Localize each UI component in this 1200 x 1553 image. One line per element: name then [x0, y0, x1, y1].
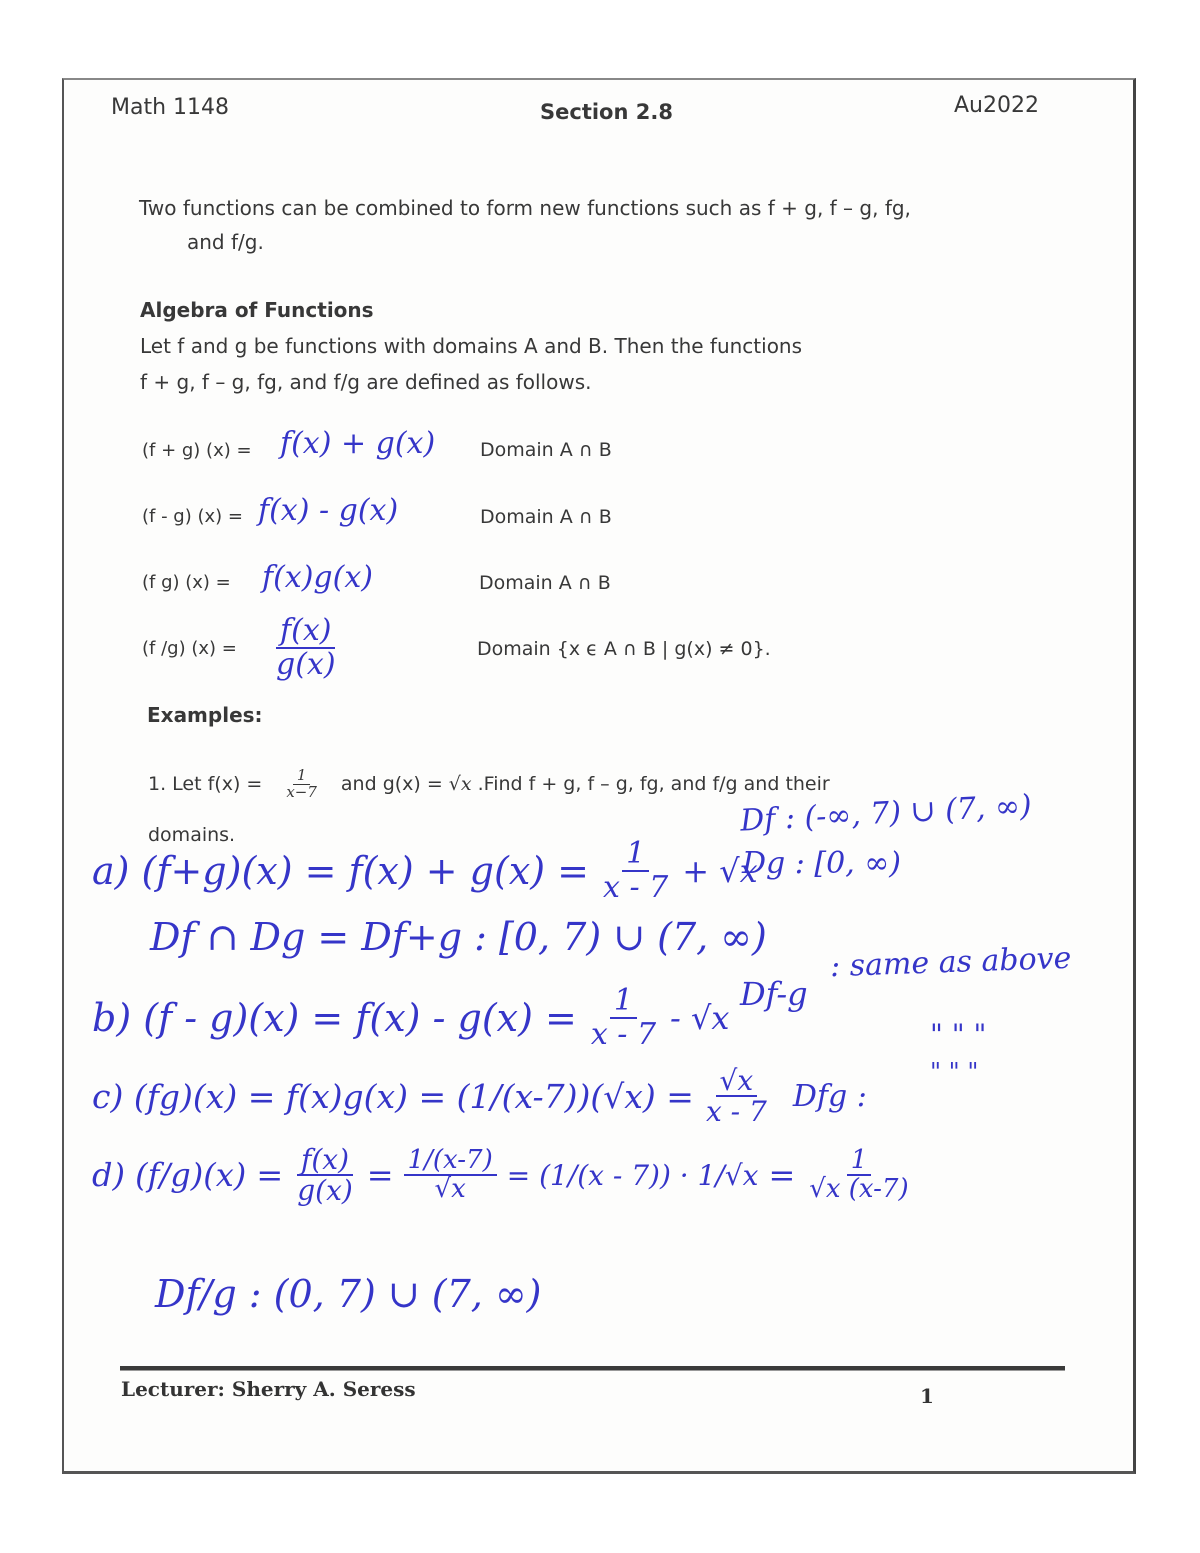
examples-heading: Examples:	[147, 703, 263, 727]
part-b-ditto: " " "	[930, 1018, 987, 1051]
algebra-line-1: Let f and g be functions with domains A and B. Then the functions	[140, 334, 803, 358]
quotient-domain: Domain {x ϵ A ∩ B | g(x) ≠ 0}.	[477, 638, 771, 660]
product-domain: Domain A ∩ B	[479, 572, 611, 594]
part-c-denominator: x - 7	[705, 1095, 767, 1129]
part-d-denominator-2: √x	[434, 1174, 466, 1205]
course-title: Math 1148	[111, 95, 230, 120]
part-d-numerator-2: 1/(x-7)	[404, 1147, 497, 1176]
part-d-domain: Df/g : (0, 7) ∪ (7, ∞)	[155, 1272, 542, 1316]
algebra-heading: Algebra of Functions	[140, 298, 374, 322]
part-a-domain: Df ∩ Dg = Df+g : [0, 7) ∪ (7, ∞)	[150, 915, 767, 959]
part-d-equals: =	[366, 1156, 394, 1195]
part-d-fraction-3	[805, 1147, 912, 1204]
part-a-rhs: + √x	[682, 851, 758, 890]
problem-middle: and g(x) =	[340, 773, 443, 796]
part-b-domain-text: : same as above	[829, 940, 1072, 985]
sum-domain: Domain A ∩ B	[480, 439, 612, 461]
dg-note: Dg : [0, ∞)	[742, 846, 901, 881]
problem-1-line-2: domains.	[148, 824, 236, 846]
part-b-domain-label: Df-g	[740, 975, 808, 1013]
term-label: Au2022	[954, 93, 1039, 118]
part-d-numerator-3: 1	[847, 1147, 872, 1176]
difference-handwritten: f(x) - g(x)	[258, 493, 399, 528]
part-c	[92, 1066, 867, 1127]
part-c-lhs: c) (fg)(x) = f(x)g(x) = (1/(x-7))(√x) =	[92, 1076, 694, 1116]
part-d-denominator-1: g(x)	[297, 1174, 353, 1208]
part-b-numerator: 1	[610, 985, 637, 1019]
problem-1	[148, 768, 830, 801]
problem-suffix: .Find f + g, f – g, fg, and f/g and their	[477, 773, 830, 796]
quotient-denominator: g(x)	[276, 646, 336, 682]
part-c-fraction	[702, 1066, 771, 1127]
algebra-line-2: f + g, f – g, fg, and f/g are defined as follows.	[140, 370, 592, 394]
sum-label: (f + g) (x) =	[142, 440, 252, 461]
product-label: (f g) (x) =	[142, 572, 231, 593]
part-b-fraction	[587, 985, 660, 1050]
footer-rule	[120, 1366, 1065, 1371]
part-b-denominator: x - 7	[590, 1016, 657, 1052]
quotient-numerator: f(x)	[276, 615, 335, 649]
f-numerator: 1	[293, 768, 311, 785]
sum-handwritten: f(x) + g(x)	[280, 426, 436, 461]
quotient-handwritten	[272, 615, 340, 680]
df-note: Df : (-∞, 7) ∪ (7, ∞)	[739, 788, 1033, 839]
product-handwritten: f(x)g(x)	[262, 560, 373, 595]
part-c-numerator: √x	[716, 1066, 758, 1097]
part-d-fraction-2	[404, 1147, 497, 1204]
quotient-label: (f /g) (x) =	[142, 638, 237, 659]
intro-line-2: and f/g.	[187, 230, 264, 254]
part-d-fraction-1	[293, 1145, 357, 1206]
part-a-numerator: 1	[622, 838, 649, 872]
part-c-domain: Dfg :	[792, 1078, 867, 1114]
part-a-fraction	[599, 838, 672, 903]
part-a-lhs: a) (f+g)(x) = f(x) + g(x) =	[92, 848, 589, 893]
part-d	[92, 1145, 913, 1206]
f-definition-fraction	[282, 768, 321, 801]
part-d-numerator-1: f(x)	[297, 1145, 353, 1176]
part-a	[92, 838, 758, 903]
part-c-ditto: " " "	[930, 1058, 979, 1086]
page-number: 1	[920, 1384, 934, 1408]
difference-label: (f - g) (x) =	[142, 506, 243, 527]
part-b	[92, 985, 729, 1050]
difference-domain: Domain A ∩ B	[480, 506, 612, 528]
problem-prefix: 1. Let f(x) =	[148, 773, 263, 796]
part-a-denominator: x - 7	[603, 869, 669, 905]
lecturer-name: Lecturer: Sherry A. Seress	[121, 1377, 416, 1401]
intro-line-1: Two functions can be combined to form new functions such as f + g, f – g, fg,	[139, 196, 911, 220]
section-title: Section 2.8	[540, 100, 673, 124]
part-b-lhs: b) (f - g)(x) = f(x) - g(x) =	[92, 995, 577, 1040]
f-denominator: x−7	[286, 782, 317, 801]
part-d-middle: = (1/(x - 7)) · 1/√x	[506, 1158, 759, 1192]
part-d-lhs: d) (f/g)(x) =	[92, 1156, 284, 1195]
part-d-denominator-3: √x (x-7)	[809, 1174, 909, 1205]
part-b-rhs: - √x	[670, 998, 730, 1037]
part-d-equals-2: =	[768, 1156, 796, 1195]
g-definition: √x	[448, 773, 472, 796]
